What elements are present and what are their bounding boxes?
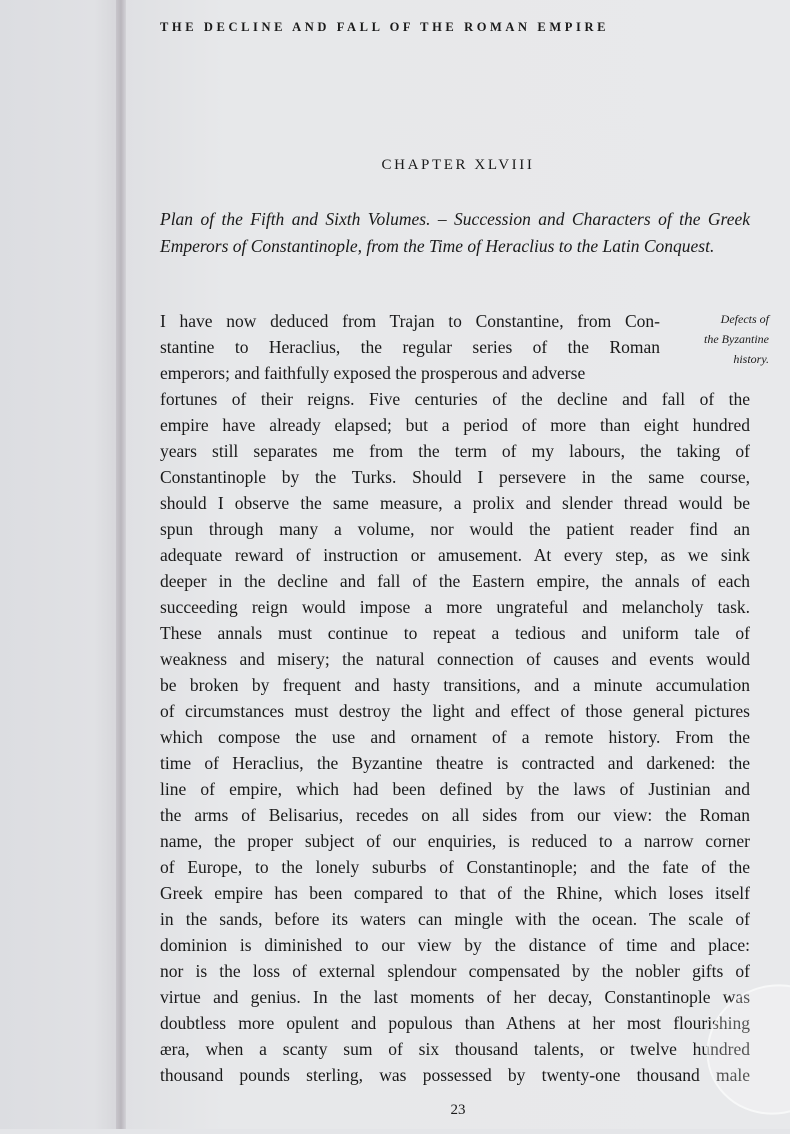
- body-line: æra, when a scanty sum of six thousand talents, or twelve hundred: [160, 1039, 750, 1059]
- chapter-title: CHAPTER XLVIII: [381, 157, 535, 173]
- body-line: years still separates me from the term of my labours, the taking of: [160, 441, 750, 461]
- body-text: [160, 308, 750, 1088]
- running-head: THE DECLINE AND FALL OF THE ROMAN EMPIRE: [160, 20, 610, 34]
- body-line: spun through many a volume, nor would the patient reader find an: [160, 519, 750, 539]
- body-line: Constantinople by the Turks. Should I persevere in the same course,: [160, 467, 750, 487]
- body-line: of circumstances must destroy the light and effect of those general pictures: [160, 701, 750, 721]
- summary-line: Plan of the Fifth and Sixth Volumes. – Succession and Characters of the Greek: [160, 209, 750, 229]
- body-line: which compose the use and ornament of a remote history. From the: [160, 727, 750, 747]
- body-line: virtue and genius. In the last moments of her decay, Constantinople was: [160, 987, 750, 1007]
- facing-left-page: [0, 0, 118, 1129]
- margin-note-line: the Byzantine: [704, 332, 769, 346]
- body-line: nor is the loss of external splendour compensated by the nobler gifts of: [160, 961, 750, 981]
- body-line: the arms of Belisarius, recedes on all sides from our view: the Roman: [160, 805, 750, 825]
- body-line: emperors; and faithfully exposed the prosperous and adverse: [160, 363, 586, 383]
- page-number: 23: [450, 1102, 466, 1118]
- body-line: time of Heraclius, the Byzantine theatre is contracted and darkened: the: [160, 753, 750, 773]
- margin-note-line: Defects of: [720, 312, 769, 326]
- body-line: be broken by frequent and hasty transitions, and a minute accumulation: [160, 675, 750, 695]
- body-line: fortunes of their reigns. Five centuries of the decline and fall of the: [160, 389, 750, 409]
- body-line: line of empire, which had been defined by the laws of Justinian and: [160, 779, 750, 799]
- body-line: These annals must continue to repeat a tedious and uniform tale of: [160, 623, 750, 643]
- body-line: name, the proper subject of our enquiries, is reduced to a narrow corner: [160, 831, 750, 851]
- body-line: weakness and misery; the natural connection of causes and events would: [160, 649, 750, 669]
- summary-line: Emperors of Constantinople, from the Time of Heraclius to the Latin Conquest.: [160, 236, 715, 256]
- body-line: should I observe the same measure, a prolix and slender thread would be: [160, 493, 750, 513]
- body-line: doubtless more opulent and populous than Athens at her most flourishing: [160, 1013, 750, 1033]
- body-line: in the sands, before its waters can mingle with the ocean. The scale of: [160, 909, 750, 929]
- body-line: I have now deduced from Trajan to Constantine, from Con-: [160, 311, 660, 331]
- body-line: of Europe, to the lonely suburbs of Constantinople; and the fate of the: [160, 857, 750, 877]
- body-line: empire have already elapsed; but a period of more than eight hundred: [160, 415, 750, 435]
- body-line: deeper in the decline and fall of the Eastern empire, the annals of each: [160, 571, 750, 591]
- chapter-summary: [160, 206, 750, 260]
- body-line: stantine to Heraclius, the regular series of the Roman: [160, 337, 660, 357]
- book-gutter: [116, 0, 126, 1129]
- body-line: adequate reward of instruction or amusement. At every step, as we sink: [160, 545, 750, 565]
- body-line: Greek empire has been compared to that of the Rhine, which loses itself: [160, 883, 750, 903]
- body-line: dominion is diminished to our view by the distance of time and place:: [160, 935, 750, 955]
- book-page: [126, 0, 790, 1129]
- body-line: succeeding reign would impose a more ungrateful and melancholy task.: [160, 597, 750, 617]
- body-line: thousand pounds sterling, was possessed by twenty-one thousand male: [160, 1065, 750, 1085]
- margin-note-line: history.: [733, 352, 769, 366]
